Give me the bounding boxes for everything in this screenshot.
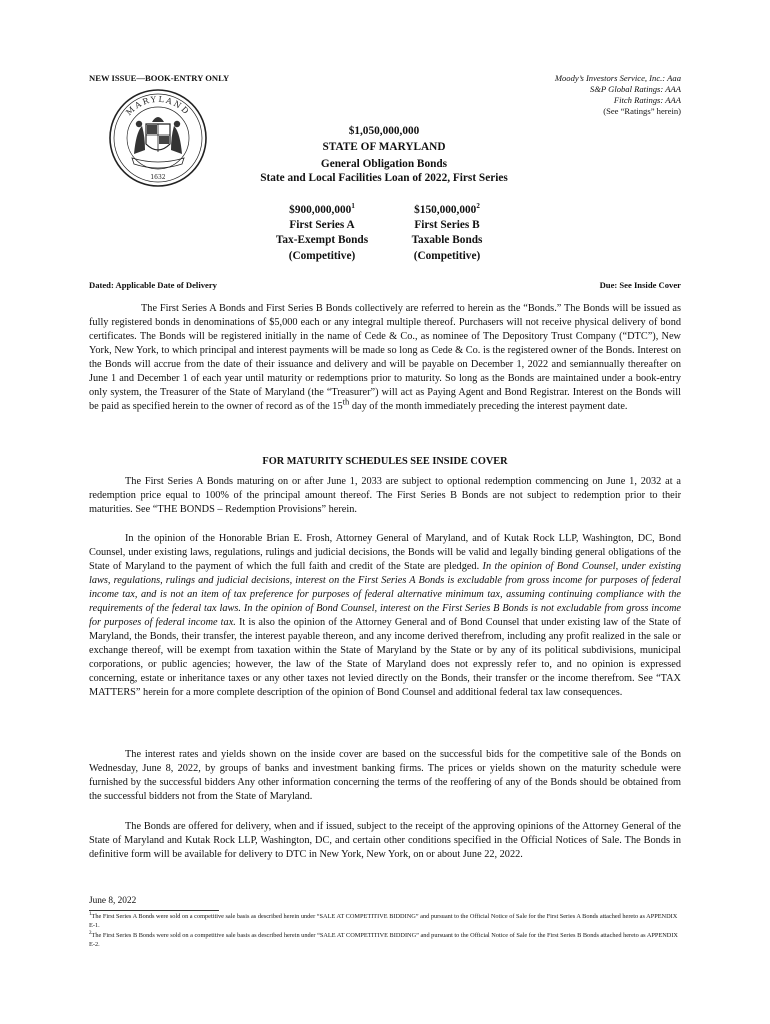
- footnote-ref-2[interactable]: 2: [476, 202, 480, 211]
- footnote-divider: [89, 910, 219, 911]
- series-b-type: Taxable Bonds: [411, 234, 483, 247]
- bond-type: General Obligation Bonds: [320, 158, 448, 170]
- series-a-sale: (Competitive): [288, 249, 356, 262]
- issuer-name: STATE OF MARYLAND: [322, 141, 446, 153]
- svg-text:MARYLAND: [124, 95, 191, 117]
- seal-year: 1632: [150, 174, 166, 181]
- series-b-sale: (Competitive): [413, 249, 481, 262]
- maturity-heading: FOR MATURITY SCHEDULES SEE INSIDE COVER: [262, 456, 508, 467]
- document-date: June 8, 2022: [89, 896, 137, 906]
- paragraph-interest-rates: The interest rates and yields shown on the inside cover are based on the successful bids for the competitive sale of the Bonds on Wednesday, June 8, 2022, by groups of banks and investment banking firms. The prices or yields shown on the maturity schedule were furnished by the successful bidders Any other information concerning the terms of the reoffering of any of the Bonds should be obtained from the successful bidders not from the State of Maryland.: [89, 749, 681, 802]
- rating-fitch: Fitch Ratings: AAA: [613, 95, 681, 105]
- series-a-block: [267, 203, 377, 264]
- issue-type: NEW ISSUE—BOOK-ENTRY ONLY: [89, 73, 230, 83]
- official-statement-cover: [89, 0, 681, 1024]
- footnote-1: $^1$The First Series A Bonds were sold on a competitive sale basis as described herein under “SALE AT COMPETITIVE BIDDING” and pursuant to the Official Notice of Sale for the First Series A Bonds attached hereto as APPENDIX E-1.: [89, 911, 678, 930]
- ratings-block: [555, 73, 681, 117]
- paragraph-legal-opinion: In the opinion of the Honorable Brian E. Frosh, Attorney General of Maryland, and of Kutak Rock LLP, Washington, DC, Bond Counsel, under existing laws, regulations, rulings and judicial decisions, the Bonds will be valid and legally binding general obligations of the State of Maryland to the payment of which the full faith and credit of the State are pledged. In the opinion of Bond Counsel, under existing laws, regulations, rulings and judicial decisions, interest on the First Series A Bonds is excludable from gross income for purposes of federal income tax, and is not an item of tax preference for purposes of federal alternative minimum tax, assuming continuing compliance with the requirements of the federal tax laws. In the opinion of Bond Counsel, interest on the First Series B Bonds is not excludable from gross income for purposes of federal income tax. It is also the opinion of the Attorney General and of Bond Counsel that under existing law of the State of Maryland, the Bonds, their transfer, the interest payable thereon, and any income derived therefrom, including any profit realized in the sale or exchange thereof, will be exempt from taxation within the State of Maryland by the State or by any of its political subdivisions, municipal corporations, or public agencies; however, the law of the State of Maryland does not expressly refer to, and no opinion is expressed concerning, estate or inheritance taxes or any other taxes not levied directly on the Bonds, their transfer or the income therefrom. See “TAX MATTERS” herein for a more complete description of the opinion of Bond Counsel and additional federal tax law consequences.: [89, 533, 682, 698]
- dated-date: Dated: Applicable Date of Delivery: [89, 280, 217, 290]
- paragraph-bonds-description: The First Series A Bonds and First Series B Bonds collectively are referred to herein as the “Bonds.” The Bonds will be issued as fully registered bonds in denominations of $5,000 each or any integral multiple thereof. Purchasers will not receive physical delivery of bond certificates. The Bonds will be registered initially in the name of Cede & Co., as nominee of The Depository Trust Company (“DTC”), New York, New York, to which principal and interest payments will be made so long as Cede & Co. is the registered owner of the Bonds. Interest on the Bonds will accrue from the date of their issuance and delivery and will be payable on December 1, 2022 and semiannually thereafter on June 1 and December 1 of each year until maturity or redemptions prior to maturity. So long as the Bonds are maintained under a book-entry only system, the Treasurer of the State of Maryland (the “Treasurer”) will act as Paying Agent and Bond Registrar. Interest on the Bonds will be paid as specified herein to the owner of record as of the 15th day of the month immediately preceding the interest payment date.: [89, 303, 681, 412]
- rating-sp: S&P Global Ratings: AAA: [589, 84, 681, 94]
- paragraph-delivery: The Bonds are offered for delivery, when and if issued, subject to the receipt of the approving opinions of the Attorney General of the State of Maryland and Kutak Rock LLP, Washington, DC, and certain other conditions specified in the Official Notices of Sale. The Bonds in definitive form will be available for delivery to DTC in New York, New York, on or about June 22, 2022.: [89, 821, 681, 860]
- loan-title: State and Local Facilities Loan of 2022, First Series: [260, 172, 508, 184]
- series-b-block: [392, 203, 502, 264]
- paragraph-redemption: The First Series A Bonds maturing on or after June 1, 2033 are subject to optional redemption commencing on June 1, 2032 at a redemption price equal to 100% of the principal amount thereof. The First Series B Bonds are not subject to redemption prior to their maturities. See “THE BONDS – Redemption Provisions” herein.: [89, 476, 681, 515]
- series-a-amount: $900,000,000$^1$: [289, 202, 355, 216]
- footnote-2: $^2$The First Series B Bonds were sold on a competitive sale basis as described herein under “SALE AT COMPETITIVE BIDDING” and pursuant to the Official Notice of Sale for the First Series B Bonds attached hereto as APPENDIX E-2.: [89, 930, 678, 949]
- due-date: Due: See Inside Cover: [599, 280, 681, 290]
- footnote-ref-1[interactable]: 1: [351, 202, 355, 211]
- series-b-name: First Series B: [414, 219, 480, 232]
- seal-text: MARYLAND: [124, 94, 192, 118]
- rating-moodys: Moody’s Investors Service, Inc.: Aaa: [554, 73, 681, 83]
- ratings-note: (See “Ratings” herein): [603, 106, 681, 116]
- series-b-amount: $150,000,000$^2$: [414, 202, 480, 216]
- series-a-type: Tax-Exempt Bonds: [275, 234, 369, 247]
- total-amount: $1,050,000,000: [348, 125, 420, 137]
- series-a-name: First Series A: [289, 219, 355, 232]
